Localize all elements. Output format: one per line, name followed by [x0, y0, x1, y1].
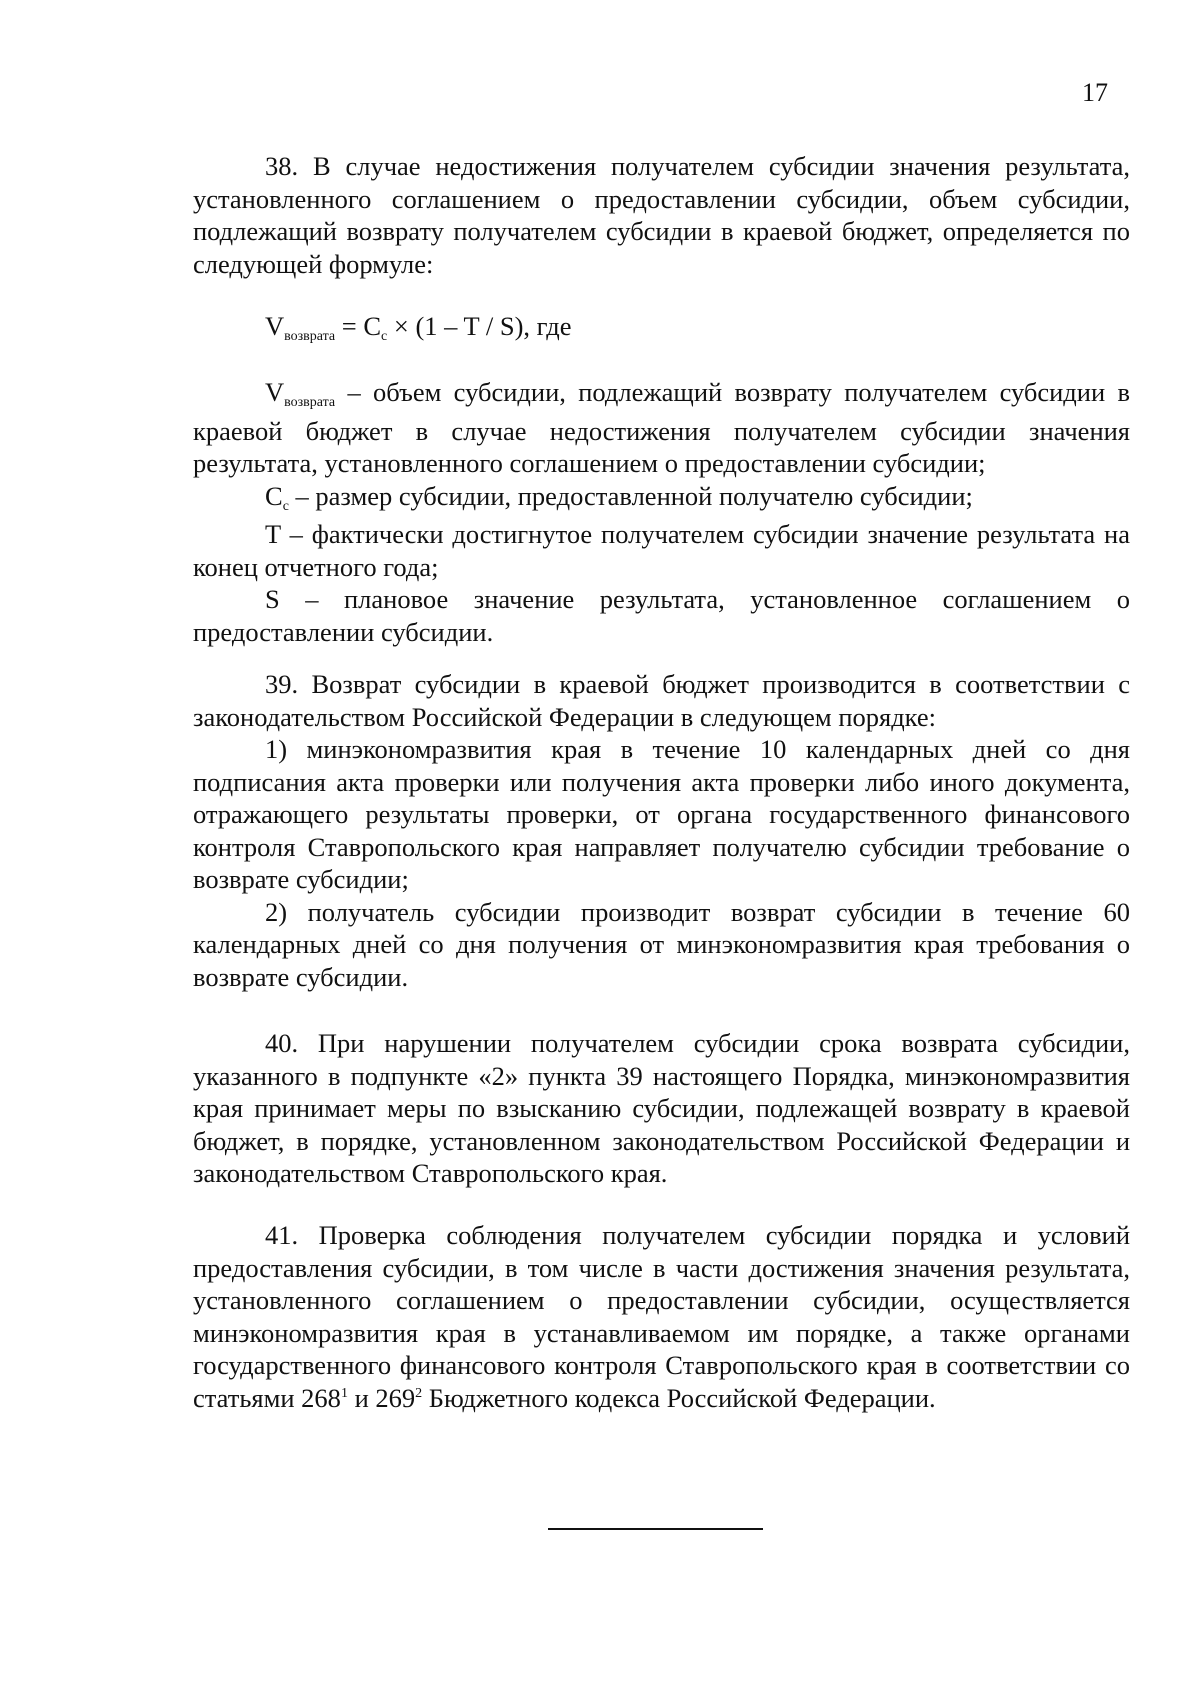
paragraph-40-text: 40. При нарушении получателем субсидии срока возврата субсидии, указанного в подпункте «2» пункта 39 настоящего Порядка, минэкономразвития края принимает меры по взысканию субсидии, подлежащей возврату в краевой бюджет, в порядке, установленном законодательством Российской Федерации и законодательством Ставропольского края. [193, 1028, 1130, 1188]
formula-v-subscript: возврата [284, 329, 336, 344]
paragraph-41-part-2: и 269 [347, 1382, 416, 1413]
definition-c-symbol: C [265, 480, 283, 511]
page-number: 17 [1082, 78, 1108, 107]
definition-v [193, 376, 1130, 480]
superscript-2: 2 [415, 1385, 423, 1401]
formula-tail: × (1 – T / S), где [387, 311, 572, 341]
definition-c [193, 480, 1130, 519]
superscript-1: 1 [340, 1385, 348, 1401]
paragraph-41-part-3: Бюджетного кодекса Российской Федерации. [422, 1382, 936, 1413]
paragraph-40 [193, 1027, 1130, 1190]
definition-v-subscript: возврата [284, 395, 336, 410]
definition-v-symbol: V [265, 377, 285, 407]
definition-t: T – фактически достигнутое получателем субсидии значение результата на конец отчетного года; [193, 519, 1130, 582]
formula [265, 310, 571, 348]
paragraph-38-text: 38. В случае недостижения получателем субсидии значения результата, установленного соглашением о предоставлении субсидии, объем субсидии, подлежащий возврату получателем субсидии в краевой бюджет, определяется по следующей формуле: [193, 151, 1130, 279]
definition-c-subscript: c [282, 498, 289, 514]
formula-v: V [265, 311, 285, 341]
definition-c-text: – размер субсидии, предоставленной получателю субсидии; [288, 480, 973, 511]
definition-v-text: – объем субсидии, подлежащий возврату получателем субсидии в краевой бюджет в случае недостижения получателем субсидии значения результата, установленного соглашением о предоставлении субсидии; [193, 377, 1130, 478]
formula-middle: = C [335, 311, 382, 341]
paragraph-38 [193, 150, 1130, 280]
definition-s: S – плановое значение результата, установленное соглашением о предоставлении субсидии. [193, 584, 1130, 647]
paragraph-39 [193, 668, 1130, 993]
paragraph-41-text [193, 1219, 1130, 1420]
end-of-document-rule [548, 1528, 763, 1530]
definitions-block [193, 376, 1130, 648]
paragraph-41 [193, 1219, 1130, 1420]
paragraph-39-item-2: 2) получатель субсидии производит возврат субсидии в течение 60 календарных дней со дня получения от минэкономразвития края требования о возврате субсидии. [193, 896, 1130, 992]
paragraph-39-intro: 39. Возврат субсидии в краевой бюджет производится в соответствии с законодательством Российской Федерации в следующем порядке: [193, 669, 1130, 732]
paragraph-39-item-1: 1) минэкономразвития края в течение 10 календарных дней со дня подписания акта проверки или получения акта проверки либо иного документа, отражающего результаты проверки, от органа государственного финансового контроля Ставропольского края направляет получателю субсидии требование о возврате субсидии; [193, 734, 1130, 894]
paragraph-41-part-1: 41. Проверка соблюдения получателем субсидии порядка и условий предоставления субсидии, в том числе в части достижения значения результата, установленного соглашением о предоставлении субсидии, осуществляется минэкономразвития края в устанавливаемом им порядке, а также органами государственного финансового контроля Ставропольского края в соответствии со статьями 268 [193, 1220, 1130, 1413]
formula-c-subscript: c [381, 329, 388, 344]
